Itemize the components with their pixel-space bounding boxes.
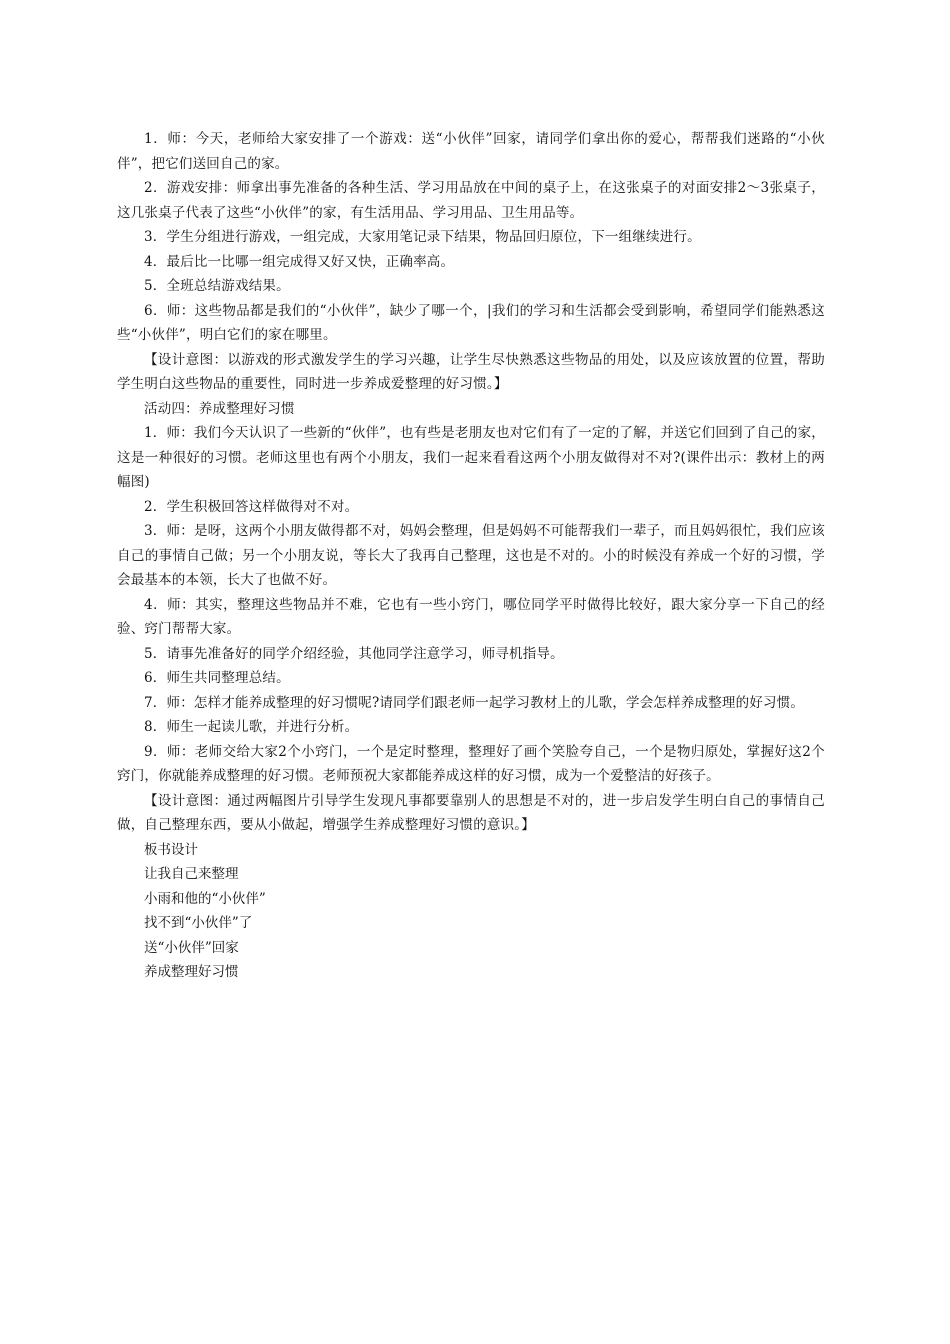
paragraph-summary: 5．全班总结游戏结果。 [144,278,290,294]
board-line: 小雨和他的“小伙伴” [144,890,266,907]
paragraph-activity4-step9: 9．师：老师交给大家2个小窍门，一个是定时整理，整理好了画个笑脸夸自己，一个是物归原处，掌握好这2个窍门，你就能养成整理的好习惯。老师预祝大家都能养成这样的好习惯，成为一个爱整洁的好孩子。 [117,743,825,784]
paragraph-activity4-step2: 2．学生积极回答这样做得对不对。 [144,498,359,515]
paragraph-activity4-step8: 8．师生一起读儿歌，并进行分析。 [144,719,359,735]
paragraph-group-play: 3．学生分组进行游戏，一组完成，大家用笔记录下结果，物品回归原位，下一组继续进行。 [144,229,701,245]
board-line: 让我自己来整理 [144,866,239,882]
section-heading-activity-4: 活动四：养成整理好习惯 [144,400,295,417]
document-page [117,127,825,985]
paragraph-game-setup: 2．游戏安排：师拿出事先准备的各种生活、学习用品放在中间的桌子上，在这张桌子的对面安排2～3张桌子，这几张桌子代表了这些“小伙伴”的家，有生活用品、学习用品、卫生用品等。 [117,180,825,221]
paragraph-activity4-step5: 5．请事先准备好的同学介绍经验，其他同学注意学习，师寻机指导。 [144,645,564,662]
board-design-heading: 板书设计 [144,841,198,858]
paragraph-activity4-step7: 7．师：怎样才能养成整理的好习惯呢?请同学们跟老师一起学习教材上的儿歌，学会怎样养成整理的好习惯。 [144,694,805,711]
paragraph-compare: 4．最后比一比哪一组完成得又好又快，正确率高。 [144,253,455,270]
paragraph-activity4-step1: 1．师：我们今天认识了一些新的“伙伴”，也有些是老朋友也对它们有了一定的了解，并送它们回到了自己的家，这是一种很好的习惯。老师这里也有两个小朋友，我们一起来看看这两个小朋友做得对不对?(课件出示：教材上的两幅图) [117,425,825,490]
paragraph-activity4-step6: 6．师生共同整理总结。 [144,670,290,686]
paragraph-design-intent-1: 【设计意图：以游戏的形式激发学生的学习兴趣，让学生尽快熟悉这些物品的用处，以及应该放置的位置，帮助学生明白这些物品的重要性，同时进一步养成爱整理的好习惯。】 [117,351,825,392]
board-line: 养成整理好习惯 [144,964,239,980]
paragraph-activity4-step3: 3．师：是呀，这两个小朋友做得都不对，妈妈会整理，但是妈妈不可能帮我们一辈子，而且妈妈很忙，我们应该自己的事情自己做；另一个小朋友说，等长大了我再自己整理，这也是不对的。小的时候没有养成一个好的习惯，学会最基本的本领，长大了也做不好。 [117,523,825,588]
paragraph-teacher-note: 6．师：这些物品都是我们的“小伙伴”，缺少了哪一个，|我们的学习和生活都会受到影响，希望同学们能熟悉这些“小伙伴”，明白它们的家在哪里。 [117,302,825,343]
board-line: 找不到“小伙伴”了 [144,915,253,931]
paragraph-design-intent-2: 【设计意图：通过两幅图片引导学生发现凡事都要靠别人的思想是不对的，进一步启发学生明白自己的事情自己做，自己整理东西，要从小做起，增强学生养成整理好习惯的意识。】 [117,792,825,833]
paragraph-activity4-step4: 4．师：其实，整理这些物品并不难，它也有一些小窍门，哪位同学平时做得比较好，跟大家分享一下自己的经验、窍门帮帮大家。 [117,596,825,637]
board-line: 送“小伙伴”回家 [144,939,239,956]
paragraph-game-intro: 1．师：今天，老师给大家安排了一个游戏：送“小伙伴”回家，请同学们拿出你的爱心，帮帮我们迷路的“小伙伴”，把它们送回自己的家。 [117,131,825,172]
